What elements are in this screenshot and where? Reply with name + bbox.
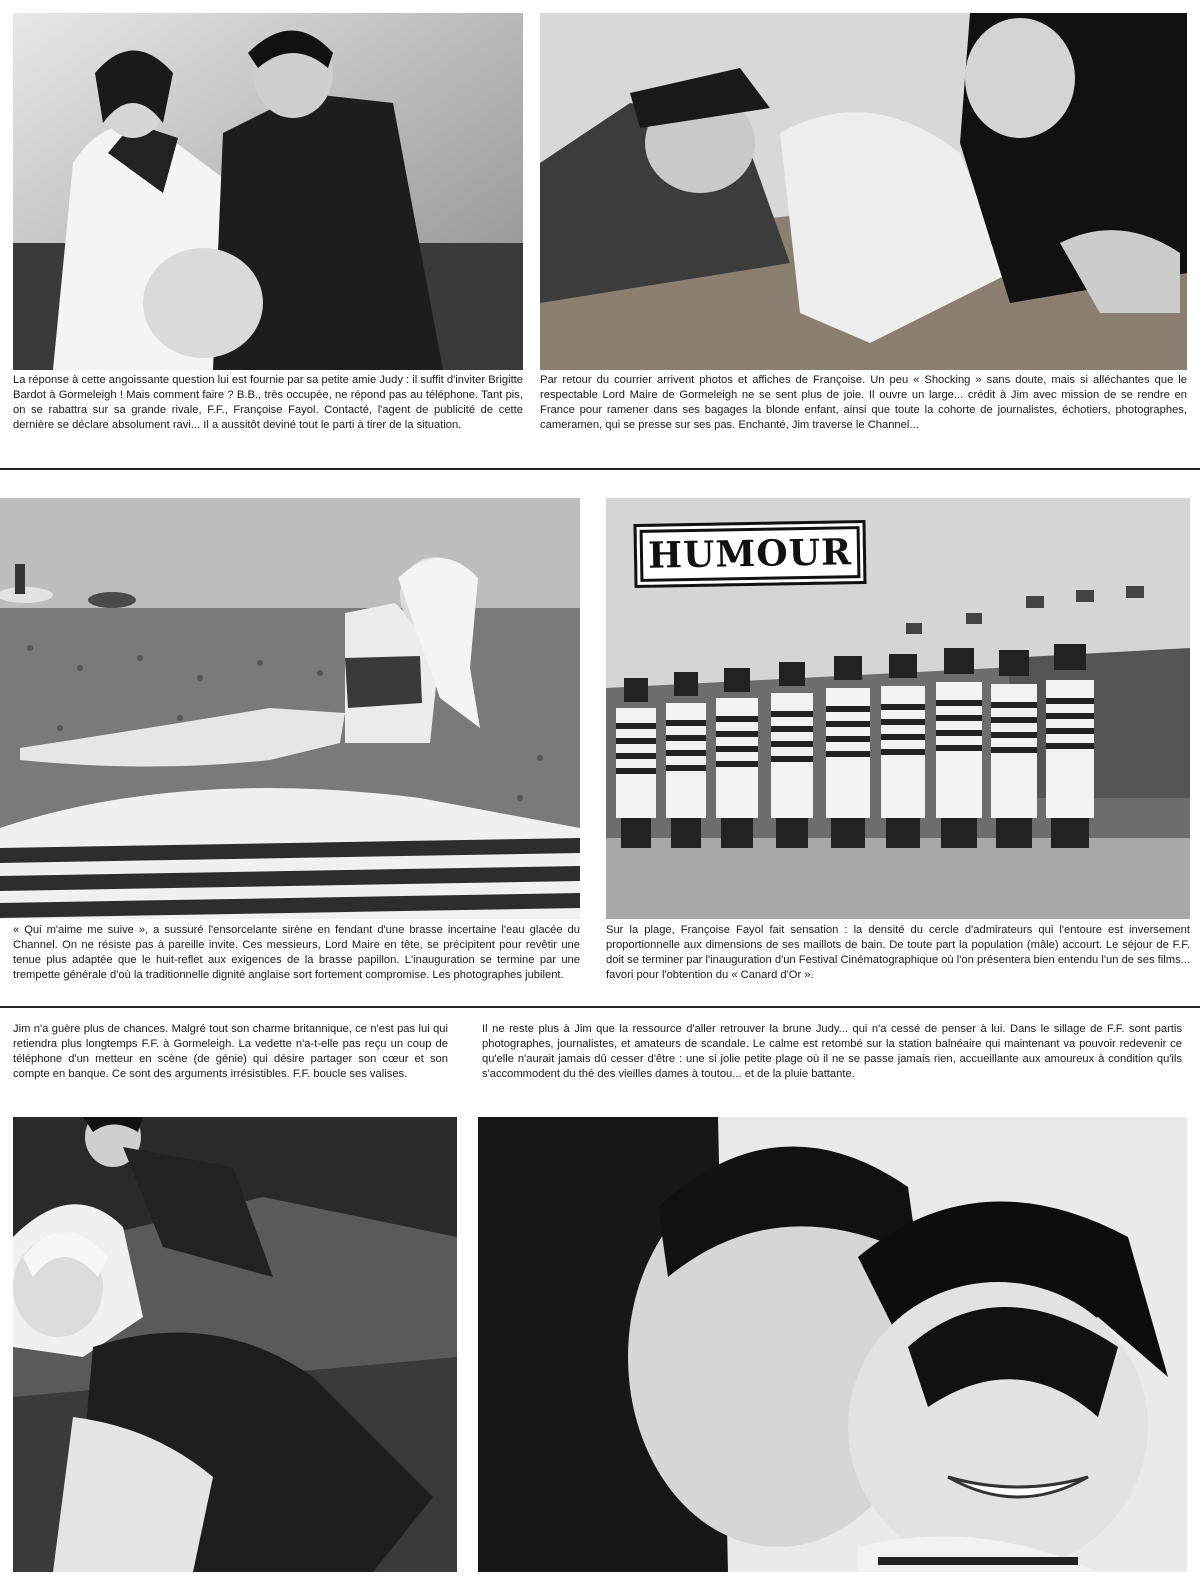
photo-sailor-and-mayor [540, 13, 1187, 370]
humour-stamp: HUMOUR [633, 520, 866, 588]
caption-1: La réponse à cette angoissante question lui est fournie par sa petite amie Judy : il suffit d'inviter Brigitte Bardot à Gormeleigh ! Mais comment faire ? B.B., très occupée, ne répond pas au téléphone. Tant pis, on se rabattra sur sa grande rivale, F.F., Françoise Fayol. Contacté, l'agent de publicité de cette dernière se déclare absolument ravi... Il a aussitôt deviné tout le parti à tirer de la situation. [13, 374, 524, 431]
photo-jim-with-ff-reclining [13, 1117, 457, 1572]
caption-3: « Qui m'aime me suive », a sussuré l'ensorcelante sirène en fendant d'une brasse incertaine l'eau glacée du Channel. On ne résiste pas à pareille invite. Ces messieurs, Lord Maire en tête, se précipitent pour revêtir une tenue plus adaptée que le huit-reflet aux exigences de la brasse papillon. L'inauguration se termine par une trempette générale d'où la traditionnelle dignité anglaise sort fortement compromise. Les photographes jubilent. [13, 924, 580, 981]
photo-couple-sailor-shirt [13, 13, 523, 370]
caption-2: Par retour du courrier arrivent photos et affiches de Françoise. Un peu « Shocking » sans doute, mais si alléchantes que le respectable Lord Maire de Gormeleigh ne se sent plus de joie. Il ouvre un large... crédit à Jim avec mission de se rendre en France pour ramener dans ses bagages la blonde enfant, ainsi que toute la cohorte de journalistes, échotiers, photographes, cameramen, qui se presse sur ses pas. Enchanté, Jim traverse le Channel... [540, 374, 1187, 431]
photo-blonde-on-beach-towel [0, 498, 580, 919]
caption-4: Sur la plage, Françoise Fayol fait sensation : la densité du cercle d'admirateurs qui l'entoure est inversement proportionnelle aux dimensions de ses maillots de bain. De toute part la population (mâle) accourt. Le séjour de F.F. doit se terminer par l'inauguration d'un Festival Cinématographique où l'on présentera bien entendu l'un de ses films... favori pour l'obtention du « Canard d'Or ». [606, 924, 1190, 981]
caption-6: Il ne reste plus à Jim que la ressource d'aller retrouver la brune Judy... qui n'a cessé de penser à lui. Dans le sillage de F.F. sont partis photographes, journalistes, et amateurs de scandale. Le calme est retombé sur la station balnéaire qui maintenant va pouvoir redevenir ce qu'elle n'aurait jamais dû cesser d'être : une si jolie petite plage où il ne se passe jamais rien, accueillante aux amoureux à condition qu'ils s'accommodent du thé des vieilles dames à toutou... et de la pluie battante. [482, 1023, 1182, 1080]
caption-5: Jim n'a guère plus de chances. Malgré tout son charme britannique, ce n'est pas lui qui retiendra plus longtemps F.F. à Gormeleigh. La vedette n'a-t-elle pas reçu un coup de téléphone d'un metteur en scène (de génie) qui désire partager son cœur et son compte en banque. Ce sont des arguments irrésistibles. F.F. boucle ses valises. [13, 1023, 448, 1080]
photo-bathers-top-hats [606, 498, 1190, 919]
section-divider [0, 468, 1200, 470]
section-divider-2 [0, 1006, 1200, 1008]
photo-jim-kisses-judy [478, 1117, 1187, 1572]
